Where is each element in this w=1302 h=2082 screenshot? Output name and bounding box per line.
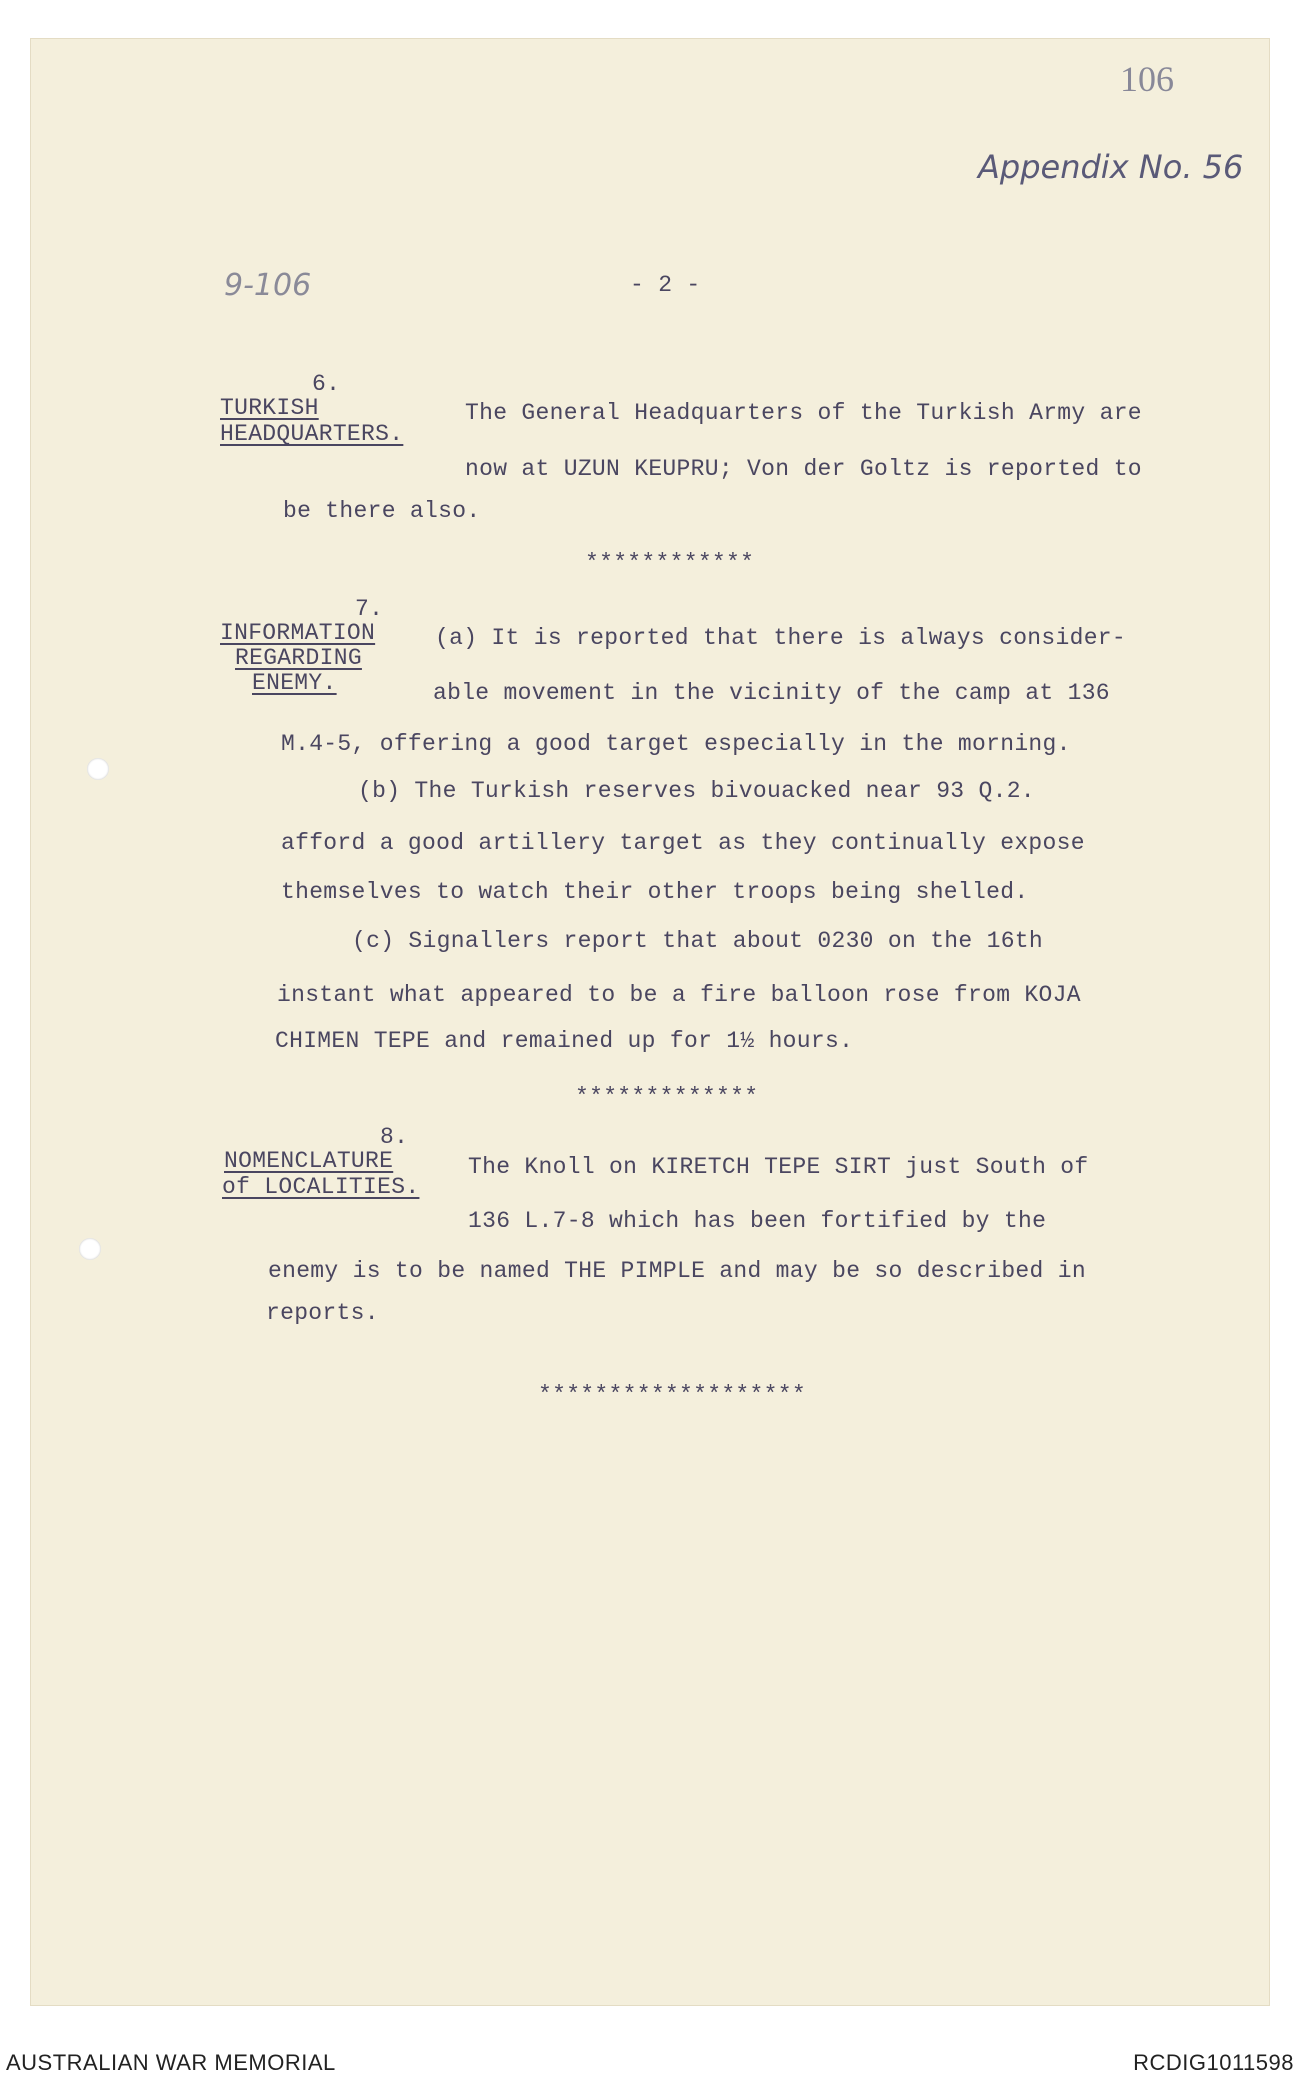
section-7-line-2: able movement in the vicinity of the camp at 136: [433, 680, 1110, 706]
pencil-note: 9-106: [224, 268, 312, 303]
punch-hole-upper: [87, 758, 109, 780]
section-6-heading-line1: TURKISH: [220, 395, 319, 421]
section-6-line-2: now at UZUN KEUPRU; Von der Goltz is reported to: [465, 456, 1142, 482]
footer-archive-name: AUSTRALIAN WAR MEMORIAL: [6, 2050, 336, 2075]
punch-hole-lower: [79, 1238, 101, 1260]
document-page: [30, 38, 1270, 2006]
section-7-line-4: (b) The Turkish reserves bivouacked near 93 Q.2.: [358, 778, 1035, 804]
appendix-label: Appendix No. 56: [978, 148, 1244, 186]
section-8-line-4: reports.: [266, 1300, 379, 1326]
section-7-heading-line1: INFORMATION: [220, 620, 376, 646]
section-8-line-3: enemy is to be named THE PIMPLE and may be so described in: [268, 1258, 1086, 1284]
section-7-line-5: afford a good artillery target as they continually expose: [281, 830, 1085, 856]
section-6-line-1: The General Headquarters of the Turkish Army are: [465, 400, 1142, 426]
section-6-separator: ************: [585, 550, 755, 576]
section-6-number: 6.: [312, 371, 341, 397]
footer-record-id: RCDIG1011598: [1133, 2050, 1294, 2075]
section-7-line-1: (a) It is reported that there is always consider-: [435, 625, 1127, 651]
section-7-heading-line2: REGARDING: [235, 645, 362, 671]
section-7-line-6: themselves to watch their other troops being shelled.: [281, 879, 1029, 905]
section-7-heading-line3: ENEMY.: [252, 670, 337, 696]
page-number: - 2 -: [630, 272, 701, 298]
section-8-line-2: 136 L.7-8 which has been fortified by the: [468, 1208, 1047, 1234]
section-8-number: 8.: [380, 1124, 409, 1150]
section-7-line-3: M.4-5, offering a good target especially in the morning.: [281, 731, 1071, 757]
section-7-line-9: CHIMEN TEPE and remained up for 1½ hours.: [275, 1028, 854, 1054]
section-6-heading-line2: HEADQUARTERS.: [220, 421, 404, 447]
section-8-heading-line2: of LOCALITIES.: [222, 1174, 420, 1200]
section-7-number: 7.: [355, 596, 384, 622]
section-8-line-1: The Knoll on KIRETCH TEPE SIRT just South of: [468, 1154, 1089, 1180]
page-number-stamp: 106: [1120, 59, 1174, 99]
section-7-separator: *************: [575, 1084, 759, 1110]
section-7-line-8: instant what appeared to be a fire balloon rose from KOJA: [277, 982, 1081, 1008]
section-6-line-3: be there also.: [283, 498, 481, 524]
section-8-separator: *******************: [538, 1382, 806, 1408]
section-7-line-7: (c) Signallers report that about 0230 on the 16th: [352, 928, 1044, 954]
section-8-heading-line1: NOMENCLATURE: [224, 1148, 394, 1174]
